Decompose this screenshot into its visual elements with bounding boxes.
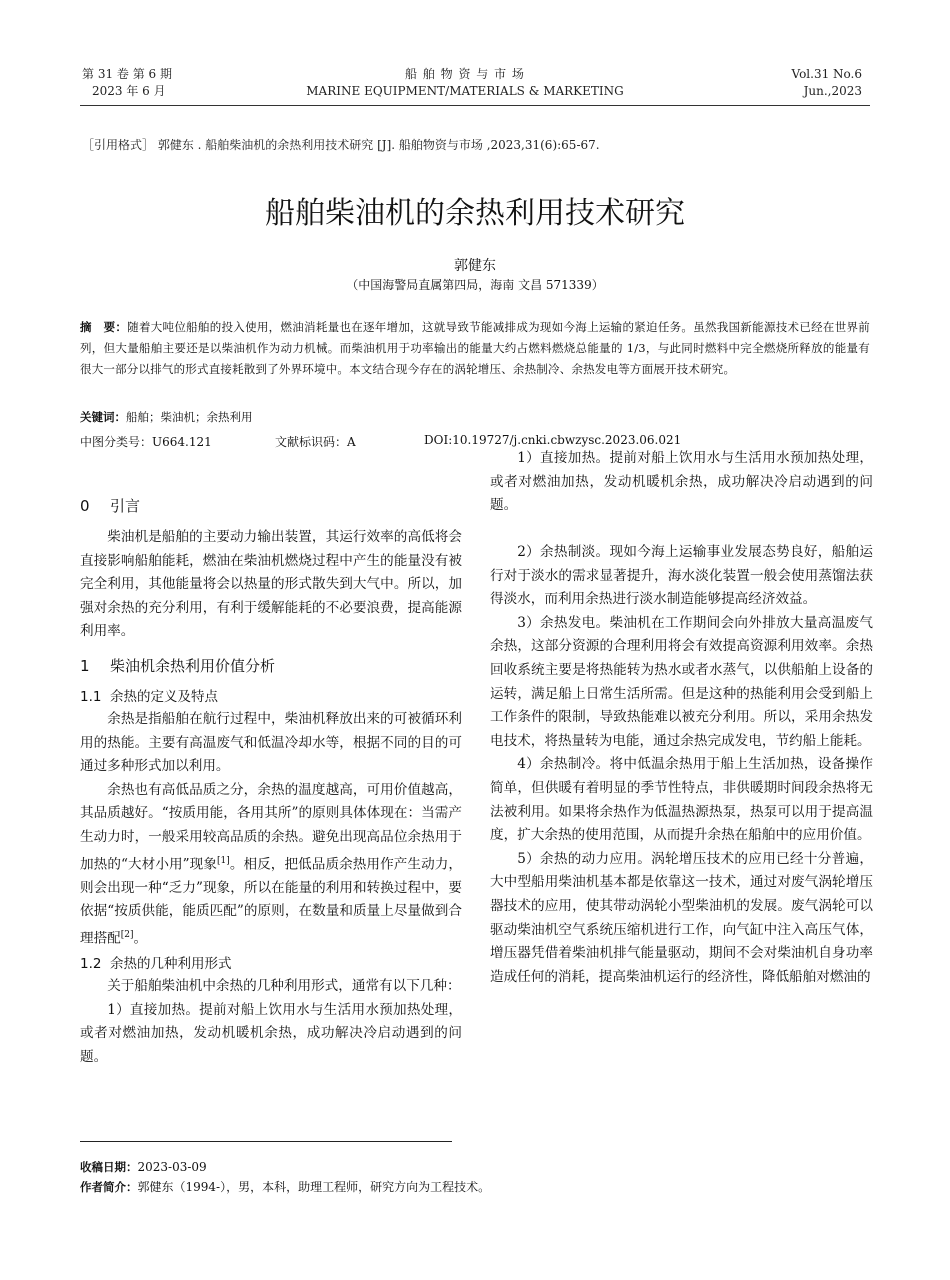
clc-number: 中图分类号：U664.121 — [80, 435, 212, 449]
section-heading — [80, 494, 462, 518]
subsection-title: 余热的定义及特点 — [110, 688, 218, 705]
reference-marker[interactable]: [1] — [217, 855, 230, 866]
body-right-column — [490, 450, 873, 989]
subsection-heading — [80, 686, 462, 708]
section-title: 柴油机余热利用价值分析 — [110, 656, 276, 675]
paragraph-text: 。 — [133, 930, 148, 947]
author-name: 郭健东 — [454, 258, 496, 274]
keywords — [80, 409, 870, 425]
paragraph-text: 。相反，把低品质余热用作产生动力，则会出现一种“乏力”现象，所以在能量的利用和转换过程中，要依据“按质供能，能质匹配”的原则，在数量和质量上尽量做到合理搭配 — [80, 856, 462, 947]
header-date-en: Jun.,2023 — [803, 84, 862, 98]
doi: DOI:10.19727/j.cnki.cbwzysc.2023.06.021 — [424, 433, 682, 447]
body-left-column — [80, 494, 462, 1065]
abstract-text: 随着大吨位船舶的投入使用，燃油消耗量也在逐年增加，这就导致节能减排成为现如今海上运输的紧迫任务。虽然我国新能源技术已经在世界前列，但大量船舶主要还是以柴油机作为动力机械。而柴油机用于功率输出的能量大约占燃料燃烧总能量的 1/3，与此同时燃料中完全燃烧所释放的能量有很大一部分以排气的形式直接耗散到了外界环境中。本文结合现今存在的涡轮增压、余热制冷、余热发电等方面展开技术研究。 — [80, 320, 870, 376]
paragraph-text: 1）直接加热。提前对船上饮用水与生活用水预加热处理，或者对燃油加热，发动机暖机余热，成功解决冷启动遇到的问题。 — [490, 450, 873, 514]
abstract — [80, 317, 870, 380]
received-date — [80, 1157, 870, 1177]
keywords-text: 船舶；柴油机；余热利用 — [126, 410, 253, 424]
subsection-number: 1.2 — [80, 955, 102, 972]
paragraph-text: 余热也有高低品质之分，余热的温度越高，可用价值越高，其品质越好。“按质用能，各用其所”的原则具体体现在：当需产生动力时，一般采用较高品质的余热。避免出现高品位余热用于加热的“大材小用”现象 — [80, 781, 462, 873]
paper-title: 船舶柴油机的余热利用技术研究 — [265, 196, 685, 231]
bio-label: 作者简介： — [80, 1180, 138, 1194]
subsection-heading — [80, 953, 462, 975]
section-number: 1 — [80, 656, 90, 675]
abstract-label: 摘 要： — [80, 320, 128, 334]
header-journal-en: MARINE EQUIPMENT/MATERIALS & MARKETING — [306, 84, 624, 98]
bio-value: 郭健东（1994-），男，本科，助理工程师，研究方向为工程技术。 — [137, 1180, 491, 1194]
document-code: 文献标识码：A — [275, 435, 356, 449]
subsection-number: 1.1 — [80, 688, 102, 705]
section-number: 0 — [80, 497, 90, 515]
author-affiliation: （中国海警局直属第四局，海南 文昌 571339） — [346, 278, 604, 292]
paragraph: 余热是指船舶在航行过程中，柴油机释放出来的可被循环利用的热能。主要有高温废气和低温冷却水等，根据不同的目的可通过多种形式加以利用。 — [80, 710, 462, 775]
header-volume-cn: 第 31 卷 第 6 期 — [82, 67, 172, 81]
reference-marker[interactable]: [2] — [120, 929, 134, 940]
footnote — [80, 1157, 870, 1197]
paragraph — [80, 779, 462, 951]
paragraph: 3）余热发电。柴油机在工作期间会向外排放大量高温废气余热，这部分资源的合理利用将会有效提高资源利用效率。余热回收系统主要是将热能转为热水或者水蒸气，以供船舶上设备的运转，满足船上日常生活所需。但是这种的热能利用会受到船上工作条件的限制，导致热能难以被充分利用。所以，采用余热发电技术，将热量转为电能，通过余热完成发电，节约船上能耗。 — [490, 614, 873, 749]
header-journal-cn: 船 舶 物 资 与 市 场 — [405, 67, 525, 81]
subsection-title: 余热的几种利用形式 — [110, 955, 232, 972]
footnote-rule — [80, 1141, 452, 1142]
paragraph-continuation — [490, 450, 873, 541]
section-heading — [80, 654, 462, 678]
header-date-cn: 2023 年 6 月 — [92, 84, 166, 98]
author-bio — [80, 1177, 870, 1197]
header-journal-block — [300, 66, 630, 100]
paragraph: 2）余热制淡。现如今海上运输事业发展态势良好，船舶运行对于淡水的需求显著提升，海水淡化装置一般会使用蒸馏法获得淡水，而利用余热进行淡水制造能够提高经济效益。 — [490, 544, 873, 608]
keywords-label: 关键词： — [80, 410, 126, 424]
paragraph: 4）余热制冷。将中低温余热用于船上生活加热，设备操作简单，但供暖有着明显的季节性特点，非供暖期时间段余热将无法被利用。如果将余热作为低温热源热泵，热泵可以用于提高温度，扩大余热的使用范围，从而提升余热在船舶中的应用价值。 — [490, 756, 873, 844]
received-value: 2023-03-09 — [137, 1160, 207, 1174]
section-title: 引言 — [110, 497, 141, 515]
paragraph: 5）余热的动力应用。涡轮增压技术的应用已经十分普遍，大中型船用柴油机基本都是依靠这一技术，通过对废气涡轮增压器技术的应用，使其带动涡轮小型柴油机的发展。废气涡轮可以驱动柴油机空气系统压缩机进行工作，向气缸中注入高压气体，增压器凭借着柴油机排气能量驱动，期间不会对柴油机自身功率造成任何的消耗，提高柴油机运行的经济性，降低船舶对燃油的 — [490, 850, 873, 985]
paragraph: 柴油机是船舶的主要动力输出装置，其运行效率的高低将会直接影响船舶能耗，燃油在柴油机燃烧过程中产生的能量没有被完全利用，其他能量将会以热量的形式散失到大气中。所以，加强对余热的充分利用，有利于缓解能耗的不必要浪费，提高能源利用率。 — [80, 529, 462, 640]
header-volume-block — [82, 66, 242, 100]
paragraph: 关于船舶柴油机中余热的几种利用形式，通常有以下几种： — [107, 977, 461, 994]
header-volume-en-block — [740, 66, 862, 100]
received-label: 收稿日期： — [80, 1160, 138, 1174]
citation-format: ［引用格式］ 郭健东 . 船舶柴油机的余热利用技术研究 [J]. 船舶物资与市场 ,2023,31(6):65-67. — [82, 138, 600, 152]
paragraph: 1）直接加热。提前对船上饮用水与生活用水预加热处理，或者对燃油加热，发动机暖机余热，成功解决冷启动遇到的问题。 — [80, 1001, 462, 1065]
header-rule — [80, 105, 870, 106]
header-volume-en: Vol.31 No.6 — [791, 67, 862, 81]
